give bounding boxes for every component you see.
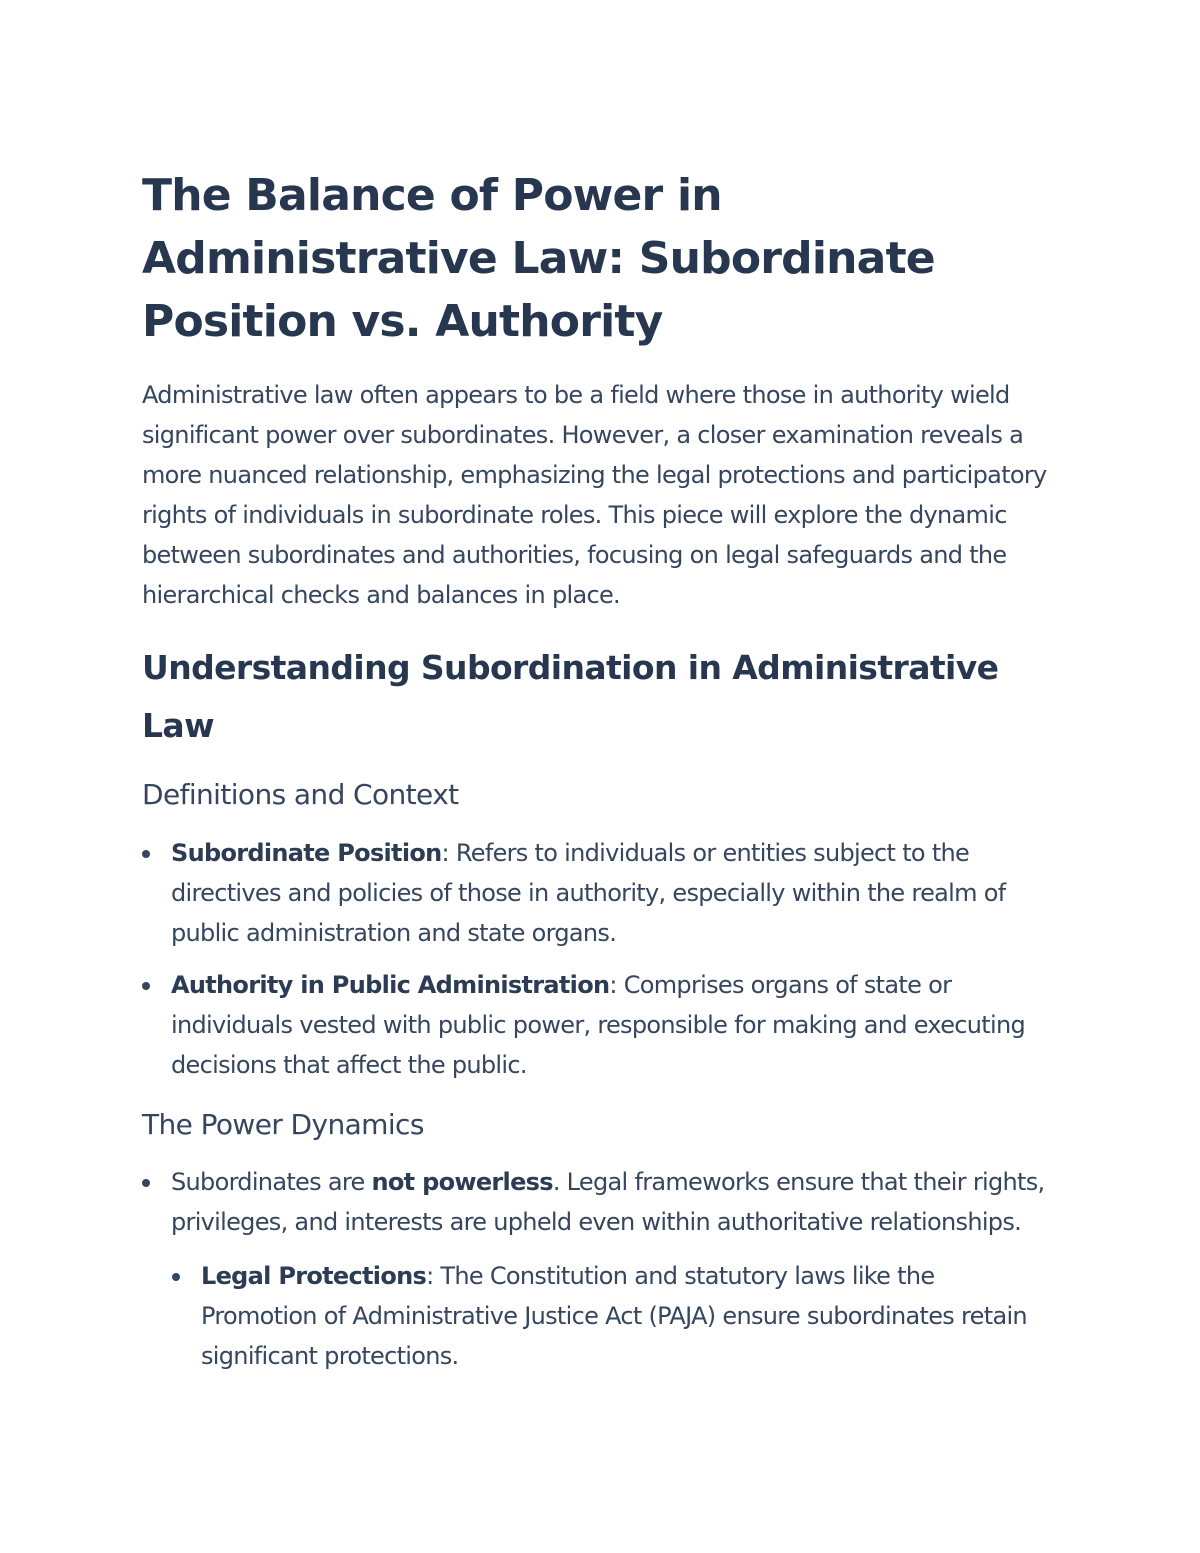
- definition-term: Authority in Public Administration: [171, 971, 610, 999]
- item-prefix: Subordinates are: [171, 1168, 372, 1196]
- bullet-icon: [172, 1273, 180, 1281]
- section-heading: Understanding Subordination in Administrative Law: [142, 648, 999, 745]
- power-dynamics-list: [142, 1162, 1052, 1376]
- bullet-icon: [142, 982, 150, 990]
- bullet-icon: [142, 1179, 150, 1187]
- subitem-text: : The Constitution and statutory laws like the Promotion of Administrative Justice Act (PAJA) ensure subordinates retain significant protections.: [201, 1262, 1027, 1370]
- emphasis-term: not powerless: [371, 1168, 553, 1196]
- document-title: The Balance of Power in Administrative Law: Subordinate Position vs. Authority: [142, 170, 935, 347]
- subitem-term: Legal Protections: [201, 1262, 427, 1290]
- bullet-icon: [142, 850, 150, 858]
- definitions-list: [142, 833, 1052, 1085]
- subsection-heading-definitions: Definitions and Context: [142, 778, 459, 811]
- document-page: [142, 164, 1052, 1376]
- subsection-heading-power-dynamics: The Power Dynamics: [142, 1108, 424, 1141]
- definition-text: : Refers to individuals or entities subject to the directives and policies of those in authority, especially within the realm of public administration and state organs.: [171, 839, 1006, 947]
- list-item: [142, 965, 1052, 1085]
- item-text: . Legal frameworks ensure that their rights, privileges, and interests are upheld even within authoritative relationships.: [171, 1168, 1045, 1236]
- intro-paragraph: Administrative law often appears to be a field where those in authority wield significant power over subordinates. However, a closer examination reveals a more nuanced relationship, emphasizing the legal protections and participatory rights of individuals in subordinate roles. This piece will explore the dynamic between subordinates and authorities, focusing on legal safeguards and the hierarchical checks and balances in place.: [142, 381, 1047, 609]
- definition-term: Subordinate Position: [171, 839, 442, 867]
- definition-text: : Comprises organs of state or individuals vested with public power, responsible for making and executing decisions that affect the public.: [171, 971, 1025, 1079]
- list-item: [142, 1162, 1052, 1242]
- list-item: [142, 833, 1052, 953]
- nested-list-item: [142, 1256, 1052, 1376]
